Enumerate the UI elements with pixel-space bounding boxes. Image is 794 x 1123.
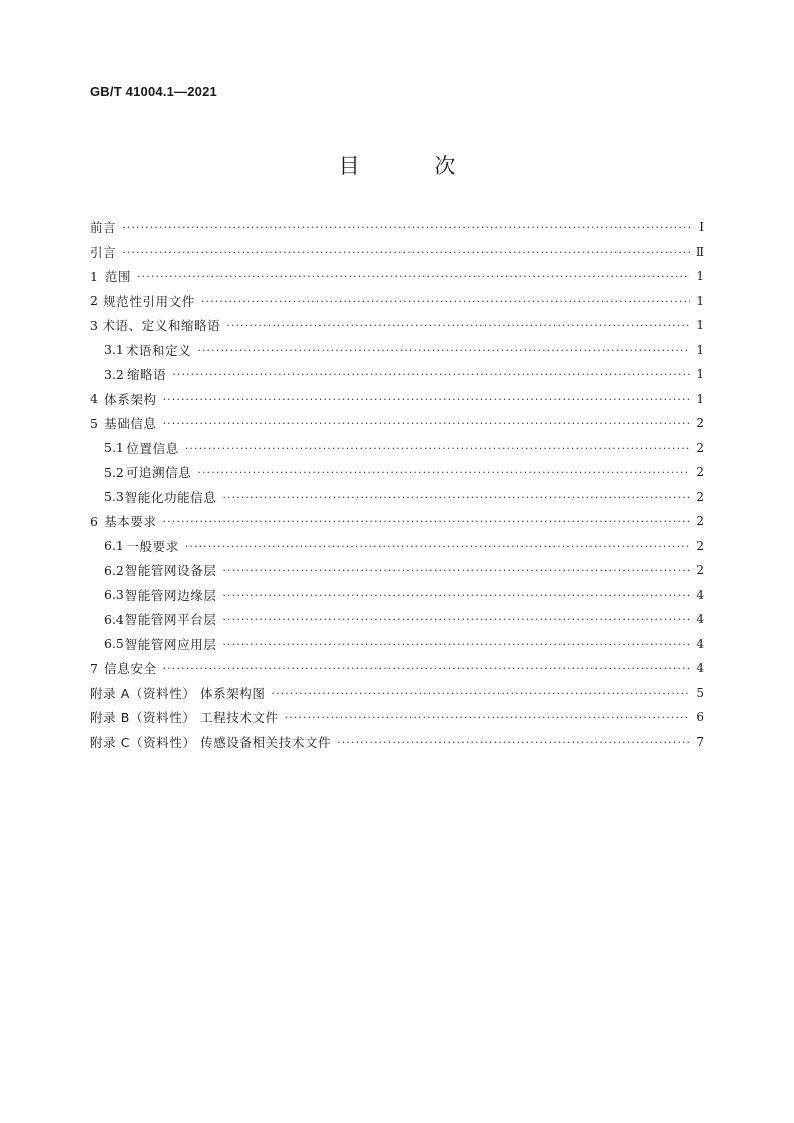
toc-entry-label: 规范性引用文件 [103,293,195,309]
dot-leader [285,709,690,723]
toc-entry-label: 引言 [90,244,117,260]
toc-entry-label: 术语和定义 [125,342,192,358]
dot-leader [222,587,690,601]
toc-entry-page: 5 [696,685,704,700]
toc-entry-number: 3.2 [104,366,124,382]
toc-entry-label: 基本要求 [104,514,157,530]
toc-entry-number: 4 [90,391,98,407]
dot-leader [226,317,690,331]
toc-entry-label: 智能管网应用层 [124,636,217,652]
toc-entry-page: 7 [696,734,704,749]
toc-entry-page: 2 [696,538,704,553]
toc-entry-page: 1 [696,391,704,406]
toc-entry-page: 4 [696,587,704,602]
toc-entry-label: 体系架构 [104,391,157,407]
toc-entry[interactable] [90,681,704,706]
toc-entry[interactable] [90,215,704,240]
toc-entry-page: 6 [696,710,704,725]
toc-entry-page: 2 [696,514,704,529]
toc-entry-page: 1 [696,342,704,357]
dot-leader [272,685,691,699]
toc-entry-number: 6.1 [104,538,124,554]
dot-leader [222,611,690,625]
toc-entry[interactable] [90,730,704,755]
toc-entry-number: 7 [90,660,98,676]
toc-entry-page: 2 [696,563,704,578]
toc-entry-number: 5.3 [104,489,124,505]
toc-entry[interactable] [90,411,704,436]
toc-entry-label: 范围 [104,269,132,285]
toc-entry-label: 智能化功能信息 [124,489,217,505]
toc-entry[interactable] [90,656,704,681]
dot-leader [222,562,690,576]
page-title: 目 次 [338,154,490,178]
toc-entry[interactable] [90,362,704,387]
toc-entry-page: 1 [696,367,704,382]
toc-entry-page: 4 [696,636,704,651]
toc-entry[interactable] [90,338,704,363]
toc-entry-page: 4 [696,661,704,676]
toc-entry-label: 附录 B（资料性） 工程技术文件 [90,710,279,726]
toc-entry-number: 2 [90,293,98,309]
dot-leader [163,415,690,429]
dot-leader [163,513,690,527]
toc-entry-number: 5.2 [104,464,124,480]
dot-leader [201,293,690,307]
toc-entry-number: 3.1 [104,342,124,358]
toc-entry-label: 智能管网边缘层 [124,587,217,603]
toc-entry[interactable] [90,387,704,412]
toc-entry[interactable] [90,607,704,632]
toc-entry[interactable] [90,436,704,461]
toc-entry[interactable] [90,583,704,608]
dot-leader [122,244,690,258]
toc-entry-label: 基础信息 [104,416,157,432]
toc-entry-label: 缩略语 [126,367,167,383]
dot-leader [222,636,690,650]
toc-entry-label: 智能管网平台层 [124,612,217,628]
dot-leader [197,342,690,356]
toc-entry[interactable] [90,705,704,730]
toc-entry-page: 2 [696,489,704,504]
dot-leader [163,391,690,405]
toc-entry-number: 6.5 [104,636,124,652]
toc-entry-page: Ⅰ [699,220,704,235]
toc-entry-number: 6 [90,513,98,529]
toc-entry-page: 2 [696,440,704,455]
toc-entry-label: 前言 [90,220,117,236]
dot-leader [137,268,690,282]
toc-entry-page: 2 [696,465,704,480]
dot-leader [337,734,690,748]
toc-entry[interactable] [90,509,704,534]
toc-entry-number: 6.4 [104,611,124,627]
toc-entry[interactable] [90,460,704,485]
toc-entry-page: 1 [696,269,704,284]
dot-leader [122,219,690,233]
dot-leader [185,440,690,454]
toc-entry-label: 可追溯信息 [125,465,192,481]
toc-entry-label: 附录 A（资料性） 体系架构图 [90,685,266,701]
dot-leader [185,538,690,552]
dot-leader [163,660,690,674]
toc-entry[interactable] [90,485,704,510]
toc-entry-number: 1 [90,268,98,284]
standard-code: GB/T 41004.1—2021 [90,84,217,99]
toc-entry-label: 一般要求 [126,538,179,554]
dot-leader [197,464,690,478]
toc-entry-label: 附录 C（资料性） 传感设备相关技术文件 [90,734,332,750]
toc-entry-number: 3 [90,317,98,333]
toc-entry[interactable] [90,313,704,338]
toc-entry-number: 5 [90,415,98,431]
toc-entry-page: Ⅱ [695,244,704,259]
toc-entry[interactable] [90,289,704,314]
toc-entry-page: 4 [696,612,704,627]
toc-entry[interactable] [90,632,704,657]
toc-entry-page: 1 [696,293,704,308]
toc-entry-label: 术语、定义和缩略语 [102,318,221,334]
toc-entry-label: 智能管网设备层 [124,563,217,579]
toc-entry-page: 1 [696,318,704,333]
toc-entry-number: 5.1 [104,440,124,456]
toc-entry-number: 6.3 [104,587,124,603]
toc-entry[interactable] [90,534,704,559]
toc-entry-number: 6.2 [104,562,124,578]
dot-leader [222,489,690,503]
dot-leader [172,366,690,380]
toc-entry-label: 信息安全 [104,661,157,677]
toc-entry[interactable] [90,240,704,265]
toc-entry[interactable] [90,264,704,289]
toc-entry[interactable] [90,558,704,583]
toc-entry-label: 位置信息 [126,440,179,456]
toc-entry-page: 2 [696,416,704,431]
table-of-contents [90,215,704,754]
